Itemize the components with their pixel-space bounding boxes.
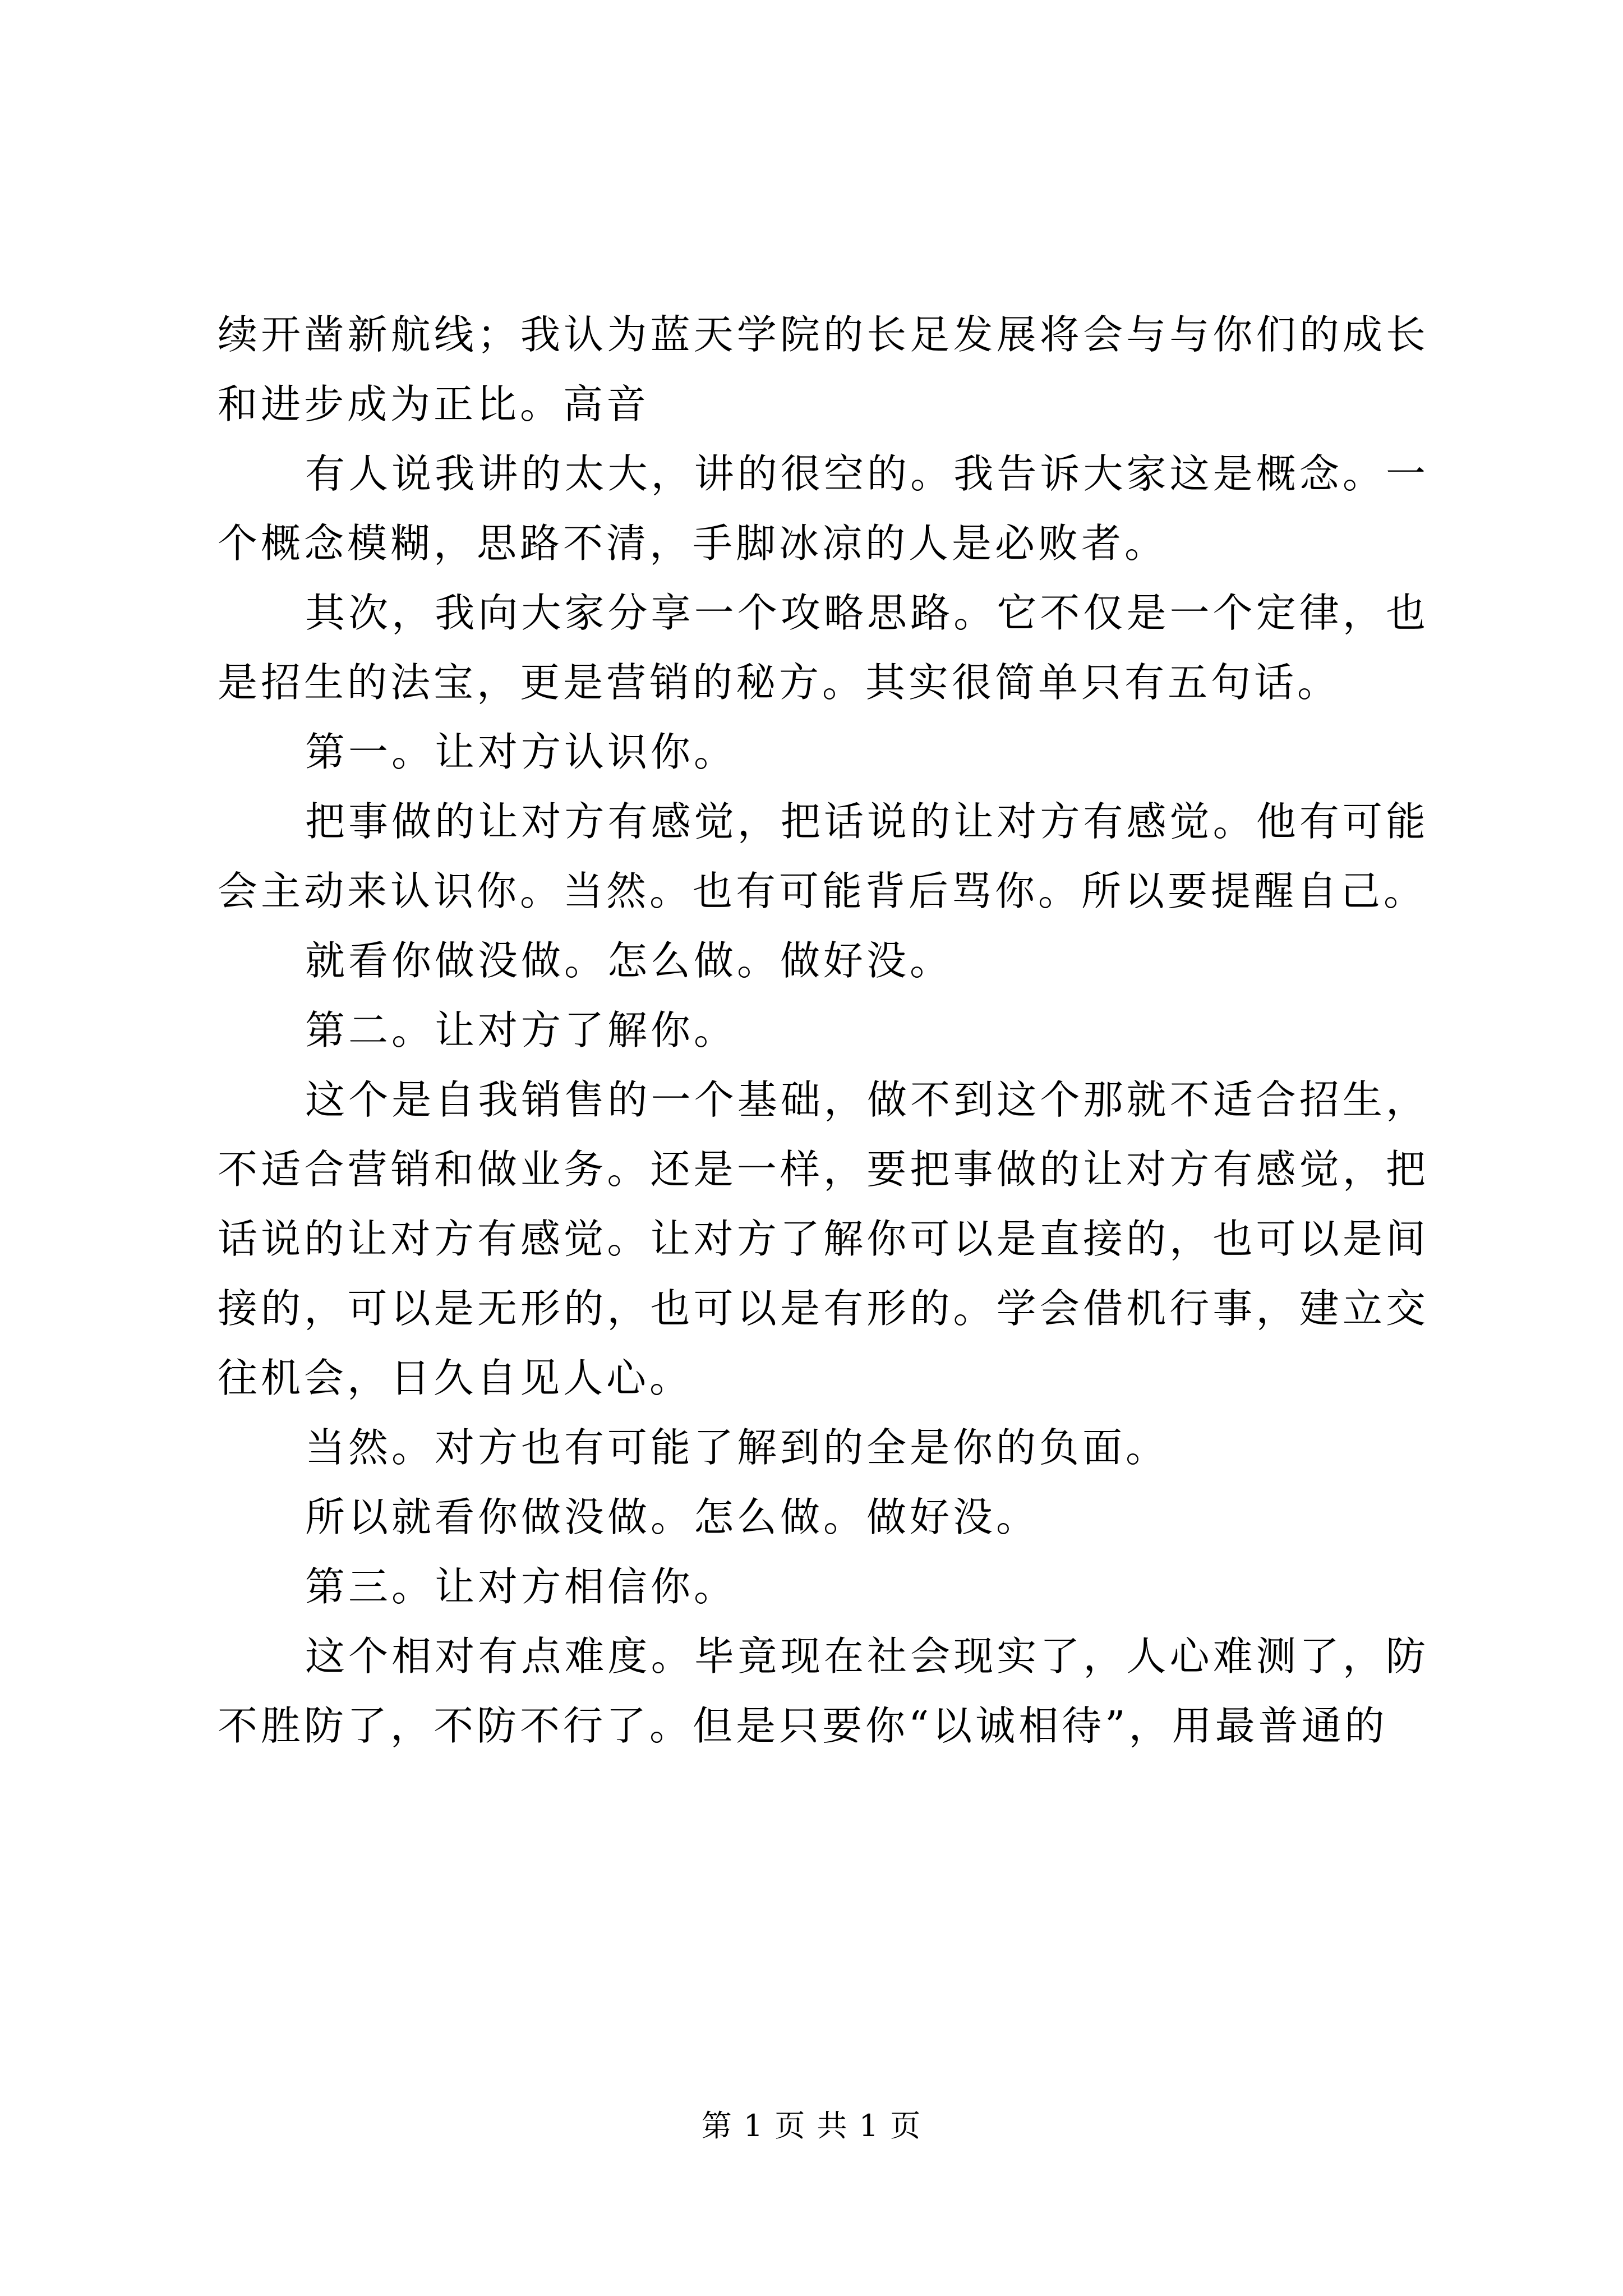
paragraph: 有人说我讲的太大，讲的很空的。我告诉大家这是概念。一个概念模糊，思路不清，手脚冰凉的人是必败者。 bbox=[218, 450, 1429, 567]
paragraph: 第三。让对方相信你。 bbox=[305, 1563, 737, 1610]
paragraph: 这个相对有点难度。毕竟现在社会现实了，人心难测了，防不胜防了，不防不行了。但是只要你“以诚相待”，用最普通的 bbox=[218, 1633, 1429, 1749]
paragraph: 续开凿新航线；我认为蓝天学院的长足发展将会与与你们的成长和进步成为正比。高音 bbox=[218, 311, 1429, 427]
paragraph: 把事做的让对方有感觉，把话说的让对方有感觉。他有可能会主动来认识你。当然。也有可能背后骂你。所以要提醒自己。 bbox=[218, 798, 1429, 914]
paragraph: 其次，我向大家分享一个攻略思路。它不仅是一个定律，也是招生的法宝，更是营销的秘方。其实很简单只有五句话。 bbox=[218, 590, 1429, 706]
page-footer: 第 1 页 共 1 页 bbox=[701, 2108, 922, 2143]
paragraph: 第一。让对方认识你。 bbox=[305, 729, 737, 775]
paragraph: 所以就看你做没做。怎么做。做好没。 bbox=[305, 1494, 1040, 1540]
paragraph: 第二。让对方了解你。 bbox=[305, 1007, 737, 1053]
paragraph: 就看你做没做。怎么做。做好没。 bbox=[305, 937, 953, 984]
paragraph: 这个是自我销售的一个基础，做不到这个那就不适合招生，不适合营销和做业务。还是一样，要把事做的让对方有感觉，把话说的让对方有感觉。让对方了解你可以是直接的，也可以是间接的，可以是无形的，也可以是有形的。学会借机行事，建立交往机会，日久自见人心。 bbox=[218, 1076, 1429, 1401]
paragraph: 当然。对方也有可能了解到的全是你的负面。 bbox=[305, 1424, 1169, 1471]
document-body bbox=[218, 300, 1429, 1761]
